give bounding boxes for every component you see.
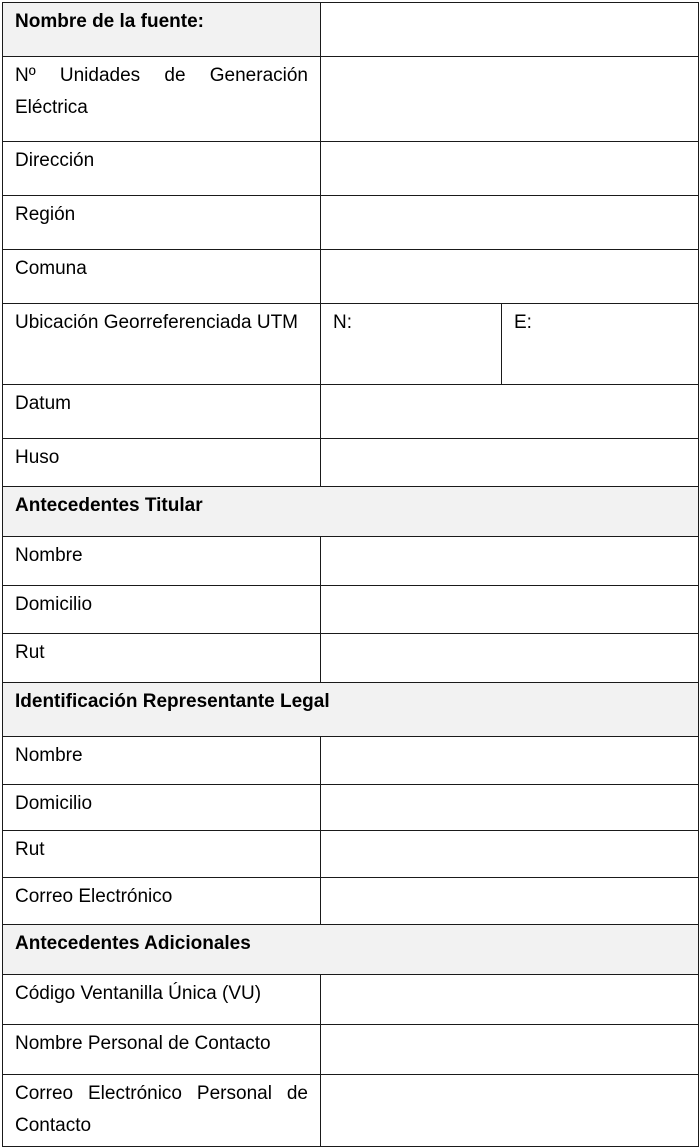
holder-address-label: Domicilio	[3, 586, 321, 634]
legal-rep-section-header: Identificación Representante Legal	[3, 683, 699, 737]
legal-rep-address-row	[3, 785, 699, 831]
legal-rep-name-row	[3, 737, 699, 785]
legal-rep-email-label: Correo Electrónico	[3, 878, 321, 925]
legal-rep-address-label: Domicilio	[3, 785, 321, 831]
utm-location-label: Ubicación Georreferenciada UTM	[15, 312, 299, 333]
contact-email-label: Correo Electrónico Personal de Contacto	[15, 1083, 308, 1136]
legal-rep-name-value-field[interactable]	[321, 737, 699, 785]
commune-row	[3, 250, 699, 304]
holder-address-value-field[interactable]	[321, 586, 699, 634]
legal-rep-name-label: Nombre	[3, 737, 321, 785]
address-row	[3, 142, 699, 196]
utm-north-field[interactable]	[321, 304, 502, 385]
contact-email-row	[3, 1075, 699, 1147]
generation-units-row	[3, 57, 699, 142]
legal-rep-email-value-field[interactable]	[321, 878, 699, 925]
zone-value-field[interactable]	[321, 439, 699, 487]
utm-north-label: N:	[333, 312, 352, 333]
legal-rep-rut-row	[3, 831, 699, 878]
source-name-row	[3, 3, 699, 57]
source-form-table	[2, 2, 699, 1147]
commune-value-field[interactable]	[321, 250, 699, 304]
zone-row	[3, 439, 699, 487]
address-value-field[interactable]	[321, 142, 699, 196]
legal-rep-rut-label: Rut	[3, 831, 321, 878]
holder-rut-label: Rut	[3, 634, 321, 683]
vu-code-row	[3, 975, 699, 1025]
holder-section-header: Antecedentes Titular	[3, 487, 699, 537]
holder-rut-value-field[interactable]	[321, 634, 699, 683]
legal-rep-section-header-row	[3, 683, 699, 737]
holder-name-label: Nombre	[3, 537, 321, 586]
contact-email-value-field[interactable]	[321, 1075, 699, 1147]
region-value-field[interactable]	[321, 196, 699, 250]
holder-address-row	[3, 586, 699, 634]
zone-label: Huso	[3, 439, 321, 487]
utm-location-row	[3, 304, 699, 385]
additional-section-header-row	[3, 925, 699, 975]
datum-label: Datum	[3, 385, 321, 439]
legal-rep-rut-value-field[interactable]	[321, 831, 699, 878]
legal-rep-email-row	[3, 878, 699, 925]
utm-east-label: E:	[514, 312, 532, 333]
holder-name-row	[3, 537, 699, 586]
vu-code-value-field[interactable]	[321, 975, 699, 1025]
utm-east-field[interactable]	[502, 304, 699, 385]
holder-rut-row	[3, 634, 699, 683]
region-row	[3, 196, 699, 250]
holder-name-value-field[interactable]	[321, 537, 699, 586]
holder-section-header-row	[3, 487, 699, 537]
commune-label: Comuna	[3, 250, 321, 304]
contact-name-label: Nombre Personal de Contacto	[3, 1025, 321, 1075]
datum-value-field[interactable]	[321, 385, 699, 439]
contact-name-value-field[interactable]	[321, 1025, 699, 1075]
source-name-value-field[interactable]	[321, 3, 699, 57]
region-label: Región	[3, 196, 321, 250]
additional-section-header: Antecedentes Adicionales	[3, 925, 699, 975]
contact-name-row	[3, 1025, 699, 1075]
vu-code-label: Código Ventanilla Única (VU)	[3, 975, 321, 1025]
generation-units-label: Nº Unidades de Generación Eléctrica	[15, 65, 308, 118]
legal-rep-address-value-field[interactable]	[321, 785, 699, 831]
address-label: Dirección	[3, 142, 321, 196]
source-name-label: Nombre de la fuente:	[3, 3, 321, 57]
generation-units-value-field[interactable]	[321, 57, 699, 142]
datum-row	[3, 385, 699, 439]
